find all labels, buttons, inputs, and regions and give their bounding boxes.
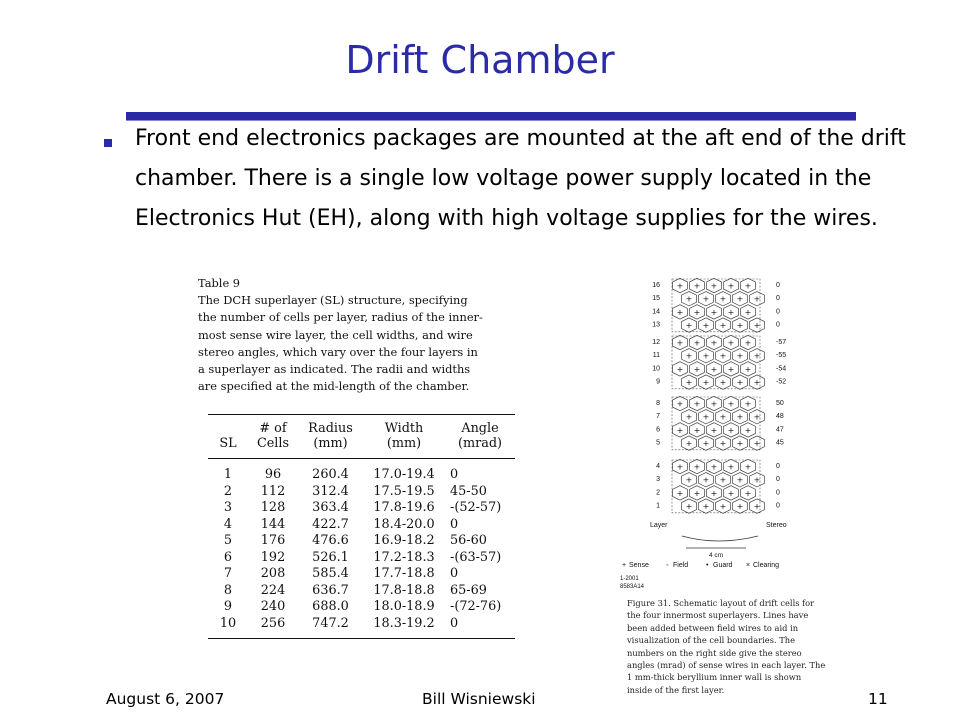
sense-wire: + — [710, 338, 718, 348]
table-cell: 208 — [260, 566, 286, 581]
sense-wire: + — [685, 294, 693, 304]
layer-number: 15 — [652, 295, 660, 303]
sense-wire: + — [693, 425, 701, 435]
sense-wire: + — [702, 378, 710, 388]
header-cell: Angle — [461, 421, 499, 436]
layer-number: 10 — [652, 365, 660, 373]
stereo-value: 0 — [776, 308, 780, 316]
table-row — [208, 550, 515, 567]
scale-label: 4 cm — [708, 552, 724, 559]
table-cell: -(72-76) — [450, 599, 502, 614]
sense-wire: + — [676, 307, 684, 317]
stereo-value: 0 — [776, 489, 780, 497]
drift-cell-diagram — [618, 270, 808, 590]
figure-id: 8583A14 — [620, 584, 645, 590]
stereo-value: 48 — [776, 413, 784, 421]
sense-wire: + — [753, 321, 761, 331]
layer-number: 3 — [656, 476, 660, 484]
header-cell: Cells — [256, 436, 290, 451]
sense-wire: + — [744, 281, 752, 291]
table-cell: 10 — [219, 615, 237, 631]
table-cell: 128 — [260, 500, 286, 515]
sense-wire: + — [710, 281, 718, 291]
sense-wire: + — [719, 321, 727, 331]
table-row — [208, 459, 515, 484]
table-cell: 422.7 — [312, 516, 349, 532]
sense-wire: + — [685, 351, 693, 361]
table-cell: 256 — [260, 615, 286, 631]
sense-wire: + — [744, 364, 752, 374]
sense-wire: + — [753, 439, 761, 449]
sense-wire: + — [710, 462, 718, 472]
sense-wire: + — [685, 502, 693, 512]
table-cell: 176 — [260, 533, 286, 548]
sense-wire: + — [702, 412, 710, 422]
sense-wire: + — [727, 364, 735, 374]
stereo-value: -57 — [776, 339, 787, 346]
table-cell: 8 — [223, 582, 233, 598]
sense-wire: + — [744, 425, 752, 435]
stereo-value: 45 — [776, 439, 784, 447]
sense-wire: + — [736, 502, 744, 512]
legend-label: Sense — [629, 562, 649, 569]
table-cell: 17.0-19.4 — [373, 467, 435, 482]
stereo-value: 47 — [776, 426, 784, 434]
stereo-value: 0 — [776, 282, 780, 289]
table-cell: 192 — [260, 549, 286, 565]
table-cell: 224 — [260, 582, 286, 598]
table-cell: 0 — [450, 516, 459, 532]
sense-wire: + — [685, 439, 693, 449]
stereo-value: 0 — [776, 502, 780, 510]
stereo-value: -55 — [776, 352, 787, 360]
sense-wire: + — [736, 378, 744, 388]
inner-wall-arc — [682, 536, 758, 541]
table-cell: 45-50 — [450, 483, 487, 499]
sense-wire: + — [676, 338, 684, 348]
sense-wire: + — [736, 294, 744, 304]
table-cell: 17.8-18.8 — [373, 582, 435, 598]
table-cell: 2 — [223, 483, 233, 499]
sense-wire: + — [676, 399, 684, 409]
legend-symbol: ◦ — [666, 562, 669, 569]
sense-wire: + — [685, 475, 693, 485]
layer-number: 9 — [656, 378, 660, 386]
table-cell: 260.4 — [312, 467, 349, 482]
table-cell: 18.4-20.0 — [373, 516, 435, 532]
table-cell: 526.1 — [312, 549, 349, 565]
sense-wire: + — [753, 412, 761, 422]
header-cell: Radius — [308, 421, 353, 436]
table-caption — [198, 275, 523, 395]
legend-symbol: + — [622, 562, 627, 569]
footer-author: Bill Wisniewski — [422, 690, 536, 708]
superlayer-table — [208, 414, 515, 639]
table-cell: 312.4 — [312, 483, 349, 499]
table-row — [208, 500, 515, 517]
table-cell: 17.2-18.3 — [373, 549, 435, 565]
table-cell: 112 — [260, 483, 286, 499]
sense-wire: + — [727, 399, 735, 409]
sense-wire: + — [719, 378, 727, 388]
footer-page-number: 11 — [868, 690, 888, 708]
caption-line: are specified at the mid-length of the chamber. — [198, 379, 470, 394]
sense-wire: + — [702, 321, 710, 331]
table-cell: 17.5-19.5 — [373, 483, 435, 499]
table-cell: 636.7 — [312, 582, 349, 598]
sense-wire: + — [702, 502, 710, 512]
sense-wire: + — [753, 351, 761, 361]
sense-wire: + — [693, 338, 701, 348]
table-cell: 4 — [223, 516, 233, 532]
sense-wire: + — [702, 439, 710, 449]
table-cell: 16.9-18.2 — [373, 533, 435, 548]
sense-wire: + — [676, 488, 684, 498]
sense-wire: + — [676, 364, 684, 374]
table-cell: 585.4 — [312, 566, 349, 581]
sense-wire: + — [702, 351, 710, 361]
sense-wire: + — [676, 425, 684, 435]
table-cell: 18.3-19.2 — [373, 615, 435, 631]
header-cell: (mm) — [313, 436, 348, 451]
sense-wire: + — [727, 281, 735, 291]
header-cell: # of — [259, 421, 287, 436]
stereo-value: 0 — [776, 321, 780, 329]
sense-wire: + — [736, 351, 744, 361]
sense-wire: + — [727, 307, 735, 317]
table-cell: 688.0 — [312, 599, 349, 614]
sense-wire: + — [727, 425, 735, 435]
sense-wire: + — [744, 307, 752, 317]
table-row — [208, 517, 515, 534]
table-cell: 240 — [260, 599, 286, 614]
sense-wire: + — [719, 439, 727, 449]
layer-number: 1 — [656, 502, 660, 510]
sense-wire: + — [736, 439, 744, 449]
table-cell: 363.4 — [312, 500, 349, 515]
table-cell: 65-69 — [450, 582, 487, 598]
sense-wire: + — [693, 281, 701, 291]
stereo-header: Stereo — [766, 522, 787, 529]
layer-number: 12 — [652, 339, 660, 346]
sense-wire: + — [753, 475, 761, 485]
table-row — [208, 566, 515, 583]
table-cell: 17.8-19.6 — [373, 500, 435, 515]
sense-wire: + — [710, 488, 718, 498]
sense-wire: + — [693, 364, 701, 374]
sense-wire: + — [685, 412, 693, 422]
table-cell: 3 — [223, 500, 233, 515]
layer-number: 16 — [652, 282, 660, 289]
table-cell: 18.0-18.9 — [373, 599, 435, 614]
sense-wire: + — [727, 338, 735, 348]
table-cell: 476.6 — [312, 533, 349, 548]
table-header-row — [208, 415, 515, 437]
stereo-value: 50 — [776, 400, 784, 407]
sense-wire: + — [719, 294, 727, 304]
sense-wire: + — [736, 412, 744, 422]
sense-wire: + — [736, 321, 744, 331]
sense-wire: + — [702, 294, 710, 304]
sense-wire: + — [719, 475, 727, 485]
caption-line: Table 9 — [198, 276, 241, 290]
header-cell: Width — [384, 421, 424, 436]
sense-wire: + — [727, 462, 735, 472]
bullet-text: Front end electronics packages are mounted at the aft end of the drift chamber. There is a single low voltage power supply located in the Electronics Hut (EH), along with high voltage supplies for the wires. — [135, 126, 906, 231]
table-row — [208, 616, 515, 639]
sense-wire: + — [710, 307, 718, 317]
legend-label: Clearing — [753, 562, 780, 569]
sense-wire: + — [744, 338, 752, 348]
sense-wire: + — [710, 364, 718, 374]
header-cell: SL — [219, 436, 237, 451]
table-cell: 56-60 — [450, 533, 487, 548]
layer-header: Layer — [650, 522, 668, 529]
sense-wire: + — [753, 378, 761, 388]
sense-wire: + — [693, 307, 701, 317]
header-cell: (mm) — [386, 436, 422, 451]
layer-number: 4 — [656, 463, 660, 470]
figure-id: 1-2001 — [620, 576, 639, 582]
table-cell: 747.2 — [312, 615, 349, 631]
sense-wire: + — [753, 294, 761, 304]
caption-line: most sense wire layer, the cell widths, and wire — [198, 327, 473, 342]
legend-label: Field — [673, 562, 689, 569]
table-cell: 96 — [264, 467, 282, 482]
sense-wire: + — [676, 281, 684, 291]
sense-wire: + — [676, 462, 684, 472]
layer-number: 6 — [656, 426, 660, 434]
table-row — [208, 484, 515, 501]
sense-wire: + — [702, 475, 710, 485]
stereo-value: -52 — [776, 378, 787, 386]
footer-date: August 6, 2007 — [106, 690, 225, 708]
table-row — [208, 583, 515, 600]
sense-wire: + — [727, 488, 735, 498]
table-cell: 5 — [223, 533, 233, 548]
sense-wire: + — [744, 488, 752, 498]
legend-symbol: • — [706, 562, 709, 569]
sense-wire: + — [685, 321, 693, 331]
layer-number: 14 — [652, 308, 660, 316]
header-cell: (mrad) — [457, 436, 503, 451]
figure-caption: Figure 31. Schematic layout of drift cells for the four innermost superlayers. Lines have been added between field wires to aid in visualization of the cell boundaries. The numbers on the right side give the stereo angles (mrad) of sense wires in each layer. The 1 mm-thick beryllium inner wall is shown inside of the first layer. — [627, 598, 826, 695]
layer-number: 2 — [656, 489, 660, 497]
layer-number: 5 — [656, 439, 660, 447]
table-cell: 7 — [223, 566, 233, 581]
layer-number: 7 — [656, 413, 660, 421]
legend-symbol: × — [746, 562, 751, 569]
table-cell: 9 — [223, 599, 233, 614]
table-cell: 6 — [223, 549, 233, 565]
sense-wire: + — [685, 378, 693, 388]
table-cell: 0 — [450, 615, 459, 631]
stereo-value: 0 — [776, 463, 780, 470]
stereo-value: -54 — [776, 365, 787, 373]
table-cell: 17.7-18.8 — [373, 566, 435, 581]
table-cell: -(52-57) — [450, 500, 502, 515]
sense-wire: + — [744, 462, 752, 472]
table-cell: 144 — [260, 516, 286, 532]
sense-wire: + — [719, 351, 727, 361]
caption-line: the number of cells per layer, radius of the inner- — [198, 310, 483, 325]
layer-number: 13 — [652, 321, 660, 329]
sense-wire: + — [736, 475, 744, 485]
sense-wire: + — [693, 399, 701, 409]
stereo-value: 0 — [776, 295, 780, 303]
table-row — [208, 533, 515, 550]
caption-line: a superlayer as indicated. The radii and widths — [198, 362, 471, 377]
sense-wire: + — [744, 399, 752, 409]
sense-wire: + — [710, 425, 718, 435]
stereo-value: 0 — [776, 476, 780, 484]
table-cell: -(63-57) — [450, 549, 502, 565]
caption-line: The DCH superlayer (SL) structure, specifying — [198, 293, 468, 308]
sense-wire: + — [693, 488, 701, 498]
layer-number: 8 — [656, 400, 660, 407]
caption-line: stereo angles, which vary over the four layers in — [198, 344, 478, 359]
table-cell: 0 — [450, 566, 459, 581]
sense-wire: + — [719, 412, 727, 422]
table-cell: 0 — [450, 467, 459, 482]
table-row — [208, 599, 515, 616]
sense-wire: + — [710, 399, 718, 409]
table-cell: 1 — [223, 467, 233, 482]
slide-title: Drift Chamber — [345, 38, 615, 82]
bullet-marker — [104, 139, 112, 147]
header-cell — [208, 415, 248, 437]
sense-wire: + — [753, 502, 761, 512]
sense-wire: + — [719, 502, 727, 512]
layer-number: 11 — [652, 352, 660, 360]
table-body — [208, 459, 515, 639]
sense-wire: + — [693, 462, 701, 472]
table-header-row — [208, 436, 515, 459]
legend-label: Guard — [713, 562, 733, 569]
